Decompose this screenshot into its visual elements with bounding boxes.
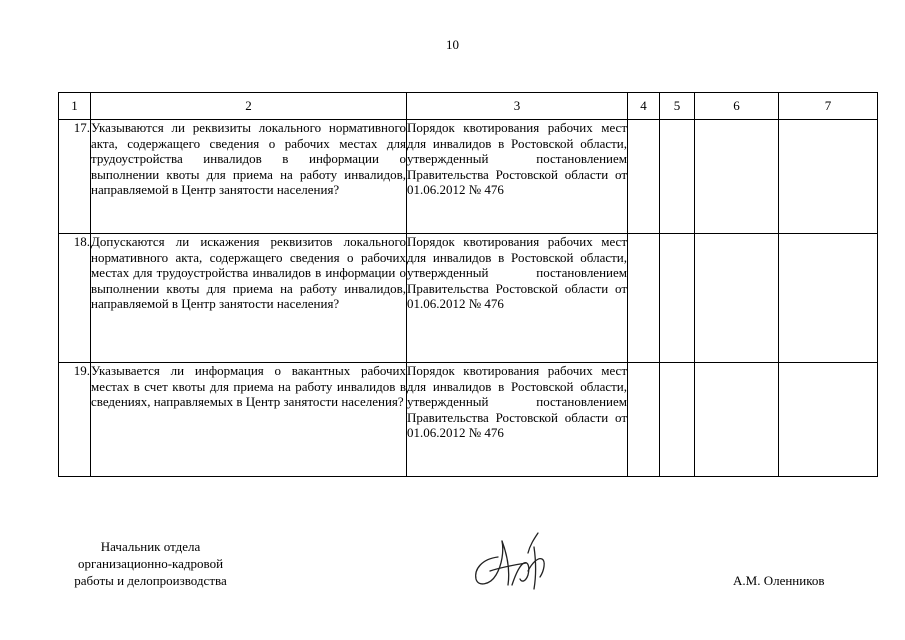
cell-col-6 <box>695 120 779 234</box>
position-line: Начальник отдела <box>100 539 201 554</box>
position-line: работы и делопроизводства <box>74 573 227 588</box>
cell-col-6 <box>695 363 779 477</box>
reference-cell: Порядок квотирования рабочих мест для инвалидов в Ростовской области, утвержденный постановлением Правительства Ростовской области от 01.06.2012 № 476 <box>407 120 628 234</box>
cell-col-5 <box>660 363 695 477</box>
table-row <box>59 363 878 477</box>
header-col-7: 7 <box>779 93 878 120</box>
table-row <box>59 234 878 363</box>
cell-col-7 <box>779 234 878 363</box>
question-cell: Указывается ли информация о вакантных рабочих местах в счет квоты для приема на работу инвалидов в сведениях, направляемых в Центр занятости населения? <box>91 363 407 477</box>
handwritten-signature <box>468 527 560 593</box>
cell-col-5 <box>660 120 695 234</box>
header-col-4: 4 <box>628 93 660 120</box>
table-row <box>59 120 878 234</box>
row-number: 18. <box>59 234 91 363</box>
cell-col-4 <box>628 120 660 234</box>
reference-cell: Порядок квотирования рабочих мест для инвалидов в Ростовской области, утвержденный постановлением Правительства Ростовской области от 01.06.2012 № 476 <box>407 363 628 477</box>
checklist-table <box>58 92 878 477</box>
question-cell: Указываются ли реквизиты локального нормативного акта, содержащего сведения о рабочих местах для трудоустройства инвалидов в информации о выполнении квоты для приема на работу инвалидов, направляемой в Центр занятости населения? <box>91 120 407 234</box>
row-number: 17. <box>59 120 91 234</box>
row-number: 19. <box>59 363 91 477</box>
cell-col-7 <box>779 120 878 234</box>
signatory-name: А.М. Оленников <box>733 573 825 588</box>
position-line: организационно-кадровой <box>77 556 224 571</box>
header-col-3: 3 <box>407 93 628 120</box>
header-col-1: 1 <box>59 93 91 120</box>
signatory-position <box>48 538 253 589</box>
cell-col-4 <box>628 363 660 477</box>
cell-col-7 <box>779 363 878 477</box>
cell-col-6 <box>695 234 779 363</box>
header-col-2: 2 <box>91 93 407 120</box>
header-col-6: 6 <box>695 93 779 120</box>
header-col-5: 5 <box>660 93 695 120</box>
reference-cell: Порядок квотирования рабочих мест для инвалидов в Ростовской области, утвержденный постановлением Правительства Ростовской области от 01.06.2012 № 476 <box>407 234 628 363</box>
page-number: 10 <box>446 37 459 52</box>
cell-col-4 <box>628 234 660 363</box>
question-cell: Допускаются ли искажения реквизитов локального нормативного акта, содержащего сведения о рабочих местах для трудоустройства инвалидов в информации о выполнении квоты для приема на работу инвалидов, направляемой в Центр занятости населения? <box>91 234 407 363</box>
cell-col-5 <box>660 234 695 363</box>
header-row <box>59 93 878 120</box>
